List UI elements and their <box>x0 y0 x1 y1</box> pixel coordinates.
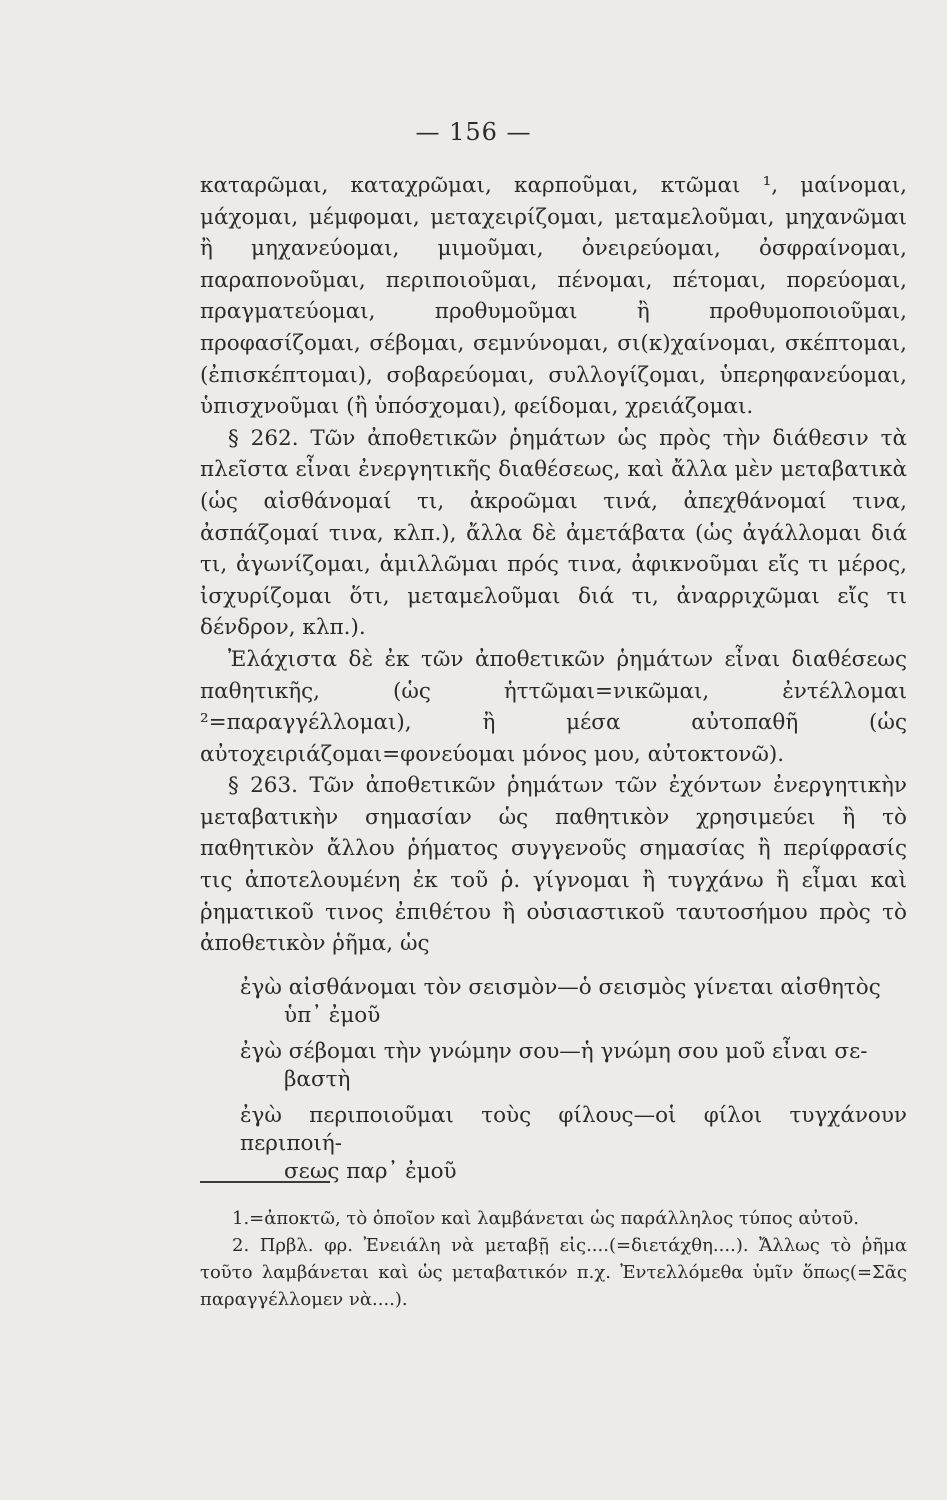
paragraph-section-262: § 262. Τῶν ἀποθετικῶν ῥημάτων ὡς πρὸς τὴν διάθεσιν τὰ πλεῖστα εἶναι ἐνεργητικῆς διαθέσεως, καὶ ἄλλα μὲν μεταβατικὰ (ὡς αἰσθάνομαί τι, ἀκροῶμαι τινά, ἀπεχθάνομαί τινα, ἀσπάζομαί τινα, κλπ.), ἄλλα δὲ ἀμετάβατα (ὡς ἀγάλλομαι διά τι, ἀγωνίζομαι, ἁμιλλῶμαι πρός τινα, ἀφικνοῦμαι εἴς τι μέρος, ἰσχυρίζομαι ὅτι, μεταμελοῦμαι διά τι, ἀναρριχῶμαι εἴς τι δένδρον, κλπ.). <box>200 425 907 641</box>
footnote-separator <box>200 1181 330 1183</box>
example-line: ἐγὼ σέβομαι τὴν γνώμην σου—ἡ γνώμη σου μοῦ εἶναι σε- <box>240 1038 868 1064</box>
page-number: — 156 — <box>415 118 532 146</box>
example-continuation: σεως παρ᾽ ἐμοῦ <box>284 1158 457 1184</box>
example-line: ἐγὼ περιποιοῦμαι τοὺς φίλους—οἱ φίλοι τυγχάνουν περιποιή- <box>240 1102 907 1156</box>
example-item <box>240 1038 907 1094</box>
footnote-2: 2. Πρβλ. φρ. Ἐνειάλη νὰ μεταβῇ εἰς....(=διετάχθη....). Ἄλλως τὸ ῥῆμα τοῦτο λαμβάνεται καὶ ὡς μεταβατικόν π.χ. Ἐντελλόμεθα ὑμῖν ὅπως(=Σᾶς παραγγέλλομεν νὰ....). <box>200 1235 907 1310</box>
main-text <box>200 170 907 1194</box>
footnote-1: 1.=ἀποκτῶ, τὸ ὁποῖον καὶ λαμβάνεται ὡς παράλληλος τύπος αὐτοῦ. <box>232 1208 859 1229</box>
paragraph-section-263: § 263. Τῶν ἀποθετικῶν ῥημάτων τῶν ἐχόντων ἐνεργητικὴν μεταβατικὴν σημασίαν ὡς παθητικὸν χρησιμεύει ἢ τὸ παθητικὸν ἄλλου ῥήματος συγγενοῦς σημασίας ἢ περίφρασίς τις ἀποτελουμένη ἐκ τοῦ ῥ. γίγνομαι ἢ τυγχάνω ἢ εἶμαι καὶ ῥηματικοῦ τινος ἐπιθέτου ἢ οὐσιαστικοῦ ταυτοσήμου πρὸς τὸ ἀποθετικὸν ῥῆμα, ὡς <box>200 773 907 957</box>
example-item <box>240 974 907 1030</box>
footnotes <box>200 1205 907 1313</box>
example-item <box>240 1102 907 1186</box>
example-line: ἐγὼ αἰσθάνομαι τὸν σεισμὸν—ὁ σεισμὸς γίνεται αἰσθητὸς <box>240 974 881 1000</box>
paragraph-verb-list: καταρῶμαι, καταχρῶμαι, καρποῦμαι, κτῶμαι ¹, μαίνομαι, μάχομαι, μέμφομαι, μεταχειρίζομαι, μεταμελοῦμαι, μηχανῶμαι ἢ μηχανεύομαι, μιμοῦμαι, ὀνειρεύομαι, ὀσφραίνομαι, παραπονοῦμαι, περιποιοῦμαι, πένομαι, πέτομαι, πορεύομαι, πραγματεύομαι, προθυμοῦμαι ἢ προθυμοποιοῦμαι, προφασίζομαι, σέβομαι, σεμνύνομαι, σι(κ)χαίνομαι, σκέπτομαι, (ἐπισκέπτομαι), σοβαρεύομαι, συλλογίζομαι, ὑπερηφανεύομαι, ὑπισχνοῦμαι (ἢ ὑπόσχομαι), φείδομαι, χρειάζομαι. <box>200 173 907 420</box>
example-continuation: βαστὴ <box>284 1066 351 1092</box>
examples-list <box>240 974 907 1186</box>
paragraph-passive-deponents: Ἐλάχιστα δὲ ἐκ τῶν ἀποθετικῶν ῥημάτων εἶναι διαθέσεως παθητικῆς, (ὡς ἡττῶμαι=νικῶμαι, ἐντέλλομαι ²=παραγγέλλομαι), ἢ μέσα αὐτοπαθῆ (ὡς αὐτοχειριάζομαι=φονεύομαι μόνος μου, αὐτοκτονῶ). <box>200 646 907 767</box>
example-continuation: ὑπ᾽ ἐμοῦ <box>284 1002 381 1028</box>
